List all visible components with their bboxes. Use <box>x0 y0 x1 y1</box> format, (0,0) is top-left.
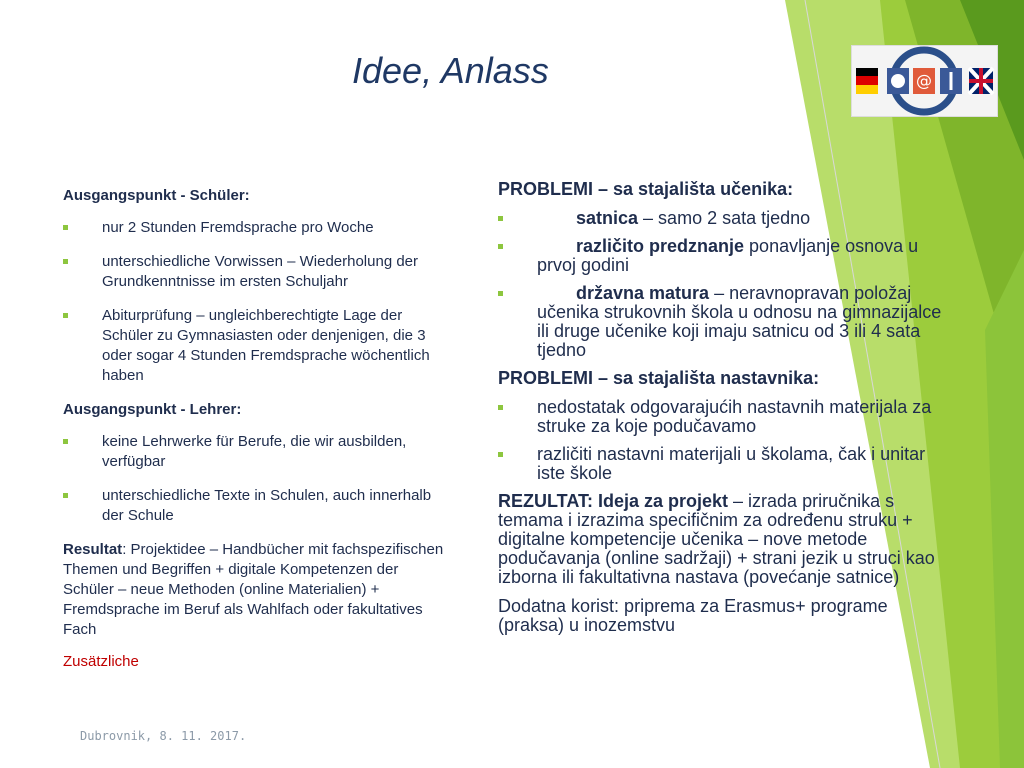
project-logo <box>851 45 998 117</box>
heading-teachers: Ausgangspunkt - Lehrer: <box>63 401 242 418</box>
list-item: satnica – samo 2 sata tjedno <box>498 209 948 228</box>
bullet-icon <box>63 493 68 498</box>
bullet-icon <box>498 216 503 221</box>
list-item: državna matura – neravnopravan položaj učenika strukovnih škola u odnosu na gimnazijalce ili druge učenike koji imaju satnicu od 3 ili 4 sata tjedno <box>498 284 948 360</box>
list-item: nedostatak odgovarajućih nastavnih materijala za struke za koje podučavamo <box>498 398 948 436</box>
problems-students-list <box>498 209 948 360</box>
heading-students: Ausgangspunkt - Schüler: <box>63 187 250 204</box>
slide-title: Idee, Anlass <box>352 50 549 91</box>
bullet-icon <box>498 291 503 296</box>
problems-teachers-heading: PROBLEMI – sa stajališta nastavnika: <box>498 368 820 388</box>
benefit-paragraph: Dodatna korist: priprema za Erasmus+ programe (praksa) u inozemstvu <box>498 596 888 635</box>
bullet-icon <box>498 452 503 457</box>
problems-students-heading: PROBLEMI – sa stajališta učenika: <box>498 179 794 199</box>
bullet-icon <box>63 439 68 444</box>
list-item: unterschiedliche Texte in Schulen, auch innerhalb der Schule <box>63 486 453 526</box>
croatian-column <box>498 180 948 645</box>
extra-text: Zusätzliche <box>63 653 139 670</box>
list-item: različiti nastavni materijali u školama, čak i unitar iste škole <box>498 445 948 483</box>
list-item: nur 2 Stunden Fremdsprache pro Woche <box>63 218 453 238</box>
result-paragraph: REZULTAT: Ideja za projekt – izrada priručnika s temama i izrazima specifičnim za određenu struku + digitalne kompetencije učenika – nove metode podučavanja (online sadržaji) + strani jezik u struci kao izborna ili fakultativna nastava (povećanje satnice) <box>498 491 935 587</box>
list-item: unterschiedliche Vorwissen – Wiederholung der Grundkenntnisse im ersten Schuljahr <box>63 252 453 292</box>
bullet-icon <box>498 244 503 249</box>
bullet-icon <box>63 259 68 264</box>
svg-text:@: @ <box>916 71 932 90</box>
students-list <box>63 218 453 386</box>
bullet-icon <box>63 225 68 230</box>
german-column <box>63 186 453 684</box>
problems-teachers-list <box>498 398 948 483</box>
footer-date: Dubrovnik, 8. 11. 2017. <box>80 729 247 743</box>
list-item: keine Lehrwerke für Berufe, die wir ausbilden, verfügbar <box>63 432 453 472</box>
list-item: Abiturprüfung – ungleichberechtigte Lage der Schüler zu Gymnasiasten oder denjenigen, die 3 oder sogar 4 Stunden Fremdsprache wöchentlich haben <box>63 306 453 386</box>
teachers-list <box>63 432 453 526</box>
result-paragraph: Resultat: Projektidee – Handbücher mit fachspezifischen Themen und Begriffen + digitale Kompetenzen der Schüler – neue Methoden (online Materialien) + Fremdsprache im Beruf als Wahlfach oder fakultatives Fach <box>63 541 444 638</box>
list-item: različito predznanje ponavljanje osnova u prvoj godini <box>498 237 948 275</box>
bullet-icon <box>498 405 503 410</box>
bullet-icon <box>63 313 68 318</box>
